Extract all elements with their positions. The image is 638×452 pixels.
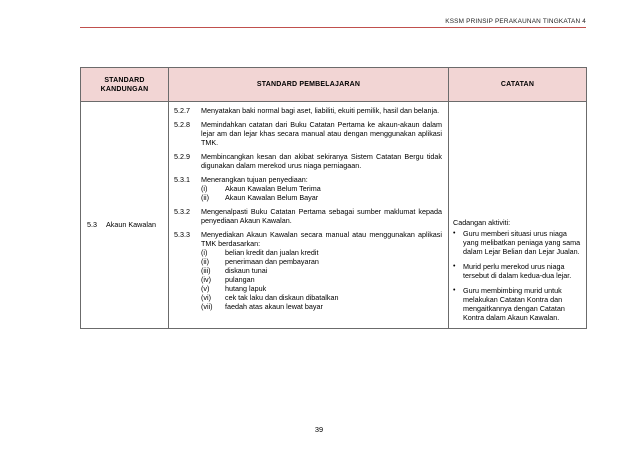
learning-standard-item: [174, 152, 442, 170]
learning-standard-item: [174, 120, 442, 147]
catatan-bullet-text: Murid perlu merekod urus niaga tersebut di dalam kedua-dua lejar.: [463, 262, 572, 280]
header-rule: [80, 27, 586, 28]
bullet-icon: •: [453, 230, 456, 237]
standard-kandungan-cell: [81, 102, 169, 329]
sub-item-number: (vii): [201, 302, 213, 311]
catatan-bullet-text: Guru membimbing murid untuk melakukan Catatan Kontra dan mengaitkannya dengan Catatan Kontra dalam Akaun Kawalan.: [463, 286, 565, 322]
learning-standard-text: Menerangkan tujuan penyediaan:: [201, 175, 308, 184]
sub-item-number: (ii): [201, 257, 209, 266]
bullet-icon: •: [453, 263, 456, 270]
catatan-bullet: [453, 262, 582, 280]
learning-standard-text: Mengenalpasti Buku Catatan Pertama sebagai sumber maklumat kepada penyediaan Akaun Kawalan.: [201, 207, 442, 225]
catatan-heading: Cadangan aktiviti:: [453, 218, 511, 227]
bullet-icon: •: [453, 287, 456, 294]
sub-item: [201, 293, 442, 302]
header-standard-pembelajaran: STANDARD PEMBELAJARAN: [169, 68, 449, 102]
sub-item-number: (iv): [201, 275, 211, 284]
learning-standard-code: 5.3.2: [174, 207, 190, 216]
learning-standard-text: Memindahkan catatan dari Buku Catatan Pertama ke akaun-akaun dalam lejar am dan lejar khas secara manual atau dengan menggunakan aplikasi TMK.: [201, 120, 442, 147]
learning-standard-item: [174, 207, 442, 225]
learning-standard-code: 5.2.8: [174, 120, 190, 129]
catatan-bullet: [453, 229, 582, 256]
learning-standard-text: Menyatakan baki normal bagi aset, liabiliti, ekuiti pemilik, hasil dan belanja.: [201, 106, 440, 115]
catatan-bullet-text: Guru memberi situasi urus niaga yang melibatkan peniaga yang sama dalam Lejar Belian dan Lejar Jualan.: [463, 229, 581, 256]
sub-item: [201, 184, 442, 193]
learning-standard-item: [174, 106, 442, 115]
learning-standard-text: Membincangkan kesan dan akibat sekiranya Sistem Catatan Bergu tidak digunakan dalam merekod urus niaga perniagaan.: [201, 152, 442, 170]
sub-item: [201, 275, 442, 284]
table-header-row: [81, 68, 587, 102]
catatan-cell: [449, 102, 587, 329]
header-catatan: CATATAN: [449, 68, 587, 102]
sub-item: [201, 266, 442, 275]
sub-item-number: (i): [201, 248, 208, 257]
sub-item-number: (i): [201, 184, 208, 193]
standard-kandungan-title: Akaun Kawalan: [106, 220, 156, 229]
catatan-bullet: [453, 286, 582, 322]
sub-item-text: belian kredit dan jualan kredit: [225, 248, 319, 257]
table-row: [81, 102, 587, 329]
sub-item-text: Akaun Kawalan Belum Bayar: [225, 193, 319, 202]
header-standard-kandungan: STANDARD KANDUNGAN: [81, 68, 169, 102]
standard-pembelajaran-cell: [169, 102, 449, 329]
sub-item-text: diskaun tunai: [225, 266, 268, 275]
learning-standard-item: [174, 175, 442, 202]
learning-standard-item: [174, 230, 442, 311]
sub-item-text: faedah atas akaun lewat bayar: [225, 302, 323, 311]
page-header-title: KSSM PRINSIP PERAKAUNAN TINGKATAN 4: [445, 18, 586, 25]
sub-item: [201, 302, 442, 311]
sub-item-number: (ii): [201, 193, 209, 202]
learning-standard-code: 5.2.7: [174, 106, 190, 115]
sub-item-number: (v): [201, 284, 210, 293]
sub-item-number: (vi): [201, 293, 211, 302]
sub-item-text: hutang lapuk: [225, 284, 267, 293]
learning-standard-code: 5.2.9: [174, 152, 190, 161]
page-number: 39: [314, 425, 324, 434]
sub-item-text: cek tak laku dan diskaun dibatalkan: [225, 293, 339, 302]
sub-item-text: penerimaan dan pembayaran: [225, 257, 319, 266]
sub-item: [201, 257, 442, 266]
sub-item-number: (iii): [201, 266, 211, 275]
learning-standard-text: Menyediakan Akaun Kawalan secara manual atau menggunakan aplikasi TMK berdasarkan:: [201, 230, 442, 248]
sub-item: [201, 284, 442, 293]
curriculum-table: [80, 67, 587, 329]
sub-item-text: pulangan: [225, 275, 255, 284]
sub-item-text: Akaun Kawalan Belum Terima: [225, 184, 321, 193]
sub-item: [201, 193, 442, 202]
learning-standard-code: 5.3.1: [174, 175, 190, 184]
learning-standard-code: 5.3.3: [174, 230, 190, 239]
sub-item: [201, 248, 442, 257]
standard-kandungan-number: 5.3: [87, 220, 97, 229]
